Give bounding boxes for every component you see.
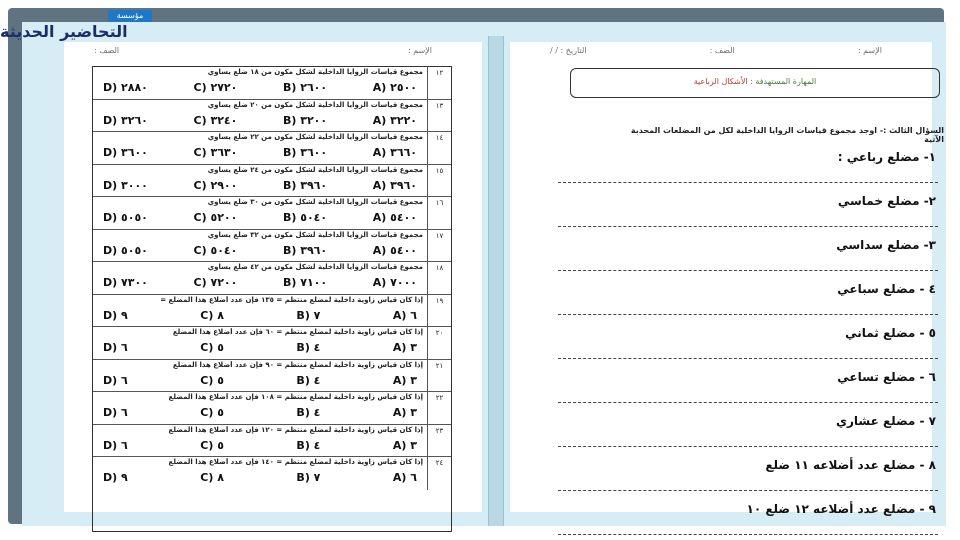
name-label: الإسم : — [407, 46, 432, 55]
answer-line[interactable] — [558, 182, 938, 183]
question-row — [93, 425, 451, 458]
question-options — [97, 307, 423, 322]
polygon-label: ٤ - مضلع سباعي — [837, 282, 936, 296]
option-c: ٥٢٠٠ (C — [193, 211, 238, 224]
option-a: ٣٩٦٠ (A — [372, 178, 417, 192]
option-c: ٣٦٣٠ (C — [193, 146, 238, 159]
option-d: ٥٠٥٠ (D — [103, 211, 148, 224]
polygon-item — [558, 370, 938, 403]
question-text: مجموع قياسات الزوايا الداخلية لشكل مكون من ٢٢ ضلع يساوي — [207, 133, 423, 141]
right-page — [510, 42, 944, 516]
question-body — [93, 262, 427, 294]
question-body — [93, 67, 427, 99]
question-three-prompt: السؤال الثالث :- اوجد مجموع قياسات الزوايا الداخلية لكل من المضلعات المحدبة الآتية — [630, 126, 944, 144]
question-options — [97, 339, 423, 354]
question-text: إذا كان قياس زاوية داخلية لمضلع منتظم = ١٠٨ فإن عدد أضلاع هذا المضلع — [168, 393, 423, 401]
option-a: ٣ (A — [392, 373, 417, 387]
polygon-item — [558, 194, 938, 227]
answer-line[interactable] — [558, 402, 938, 403]
option-c: ٥٠٤٠ (C — [193, 243, 238, 257]
brand-logo — [0, 8, 190, 42]
option-b: ٣٢٠٠ (B — [283, 113, 328, 127]
target-skill-box — [570, 68, 940, 98]
class-label: الصف : — [94, 46, 120, 55]
polygon-label: ٦ - مضلع تساعي — [837, 370, 936, 384]
option-b: ٢٦٠٠ (B — [283, 81, 328, 94]
option-c: ٣٢٤٠ (C — [193, 113, 238, 127]
option-d: ٧٣٠٠ (D — [103, 276, 148, 289]
polygon-item — [558, 150, 938, 183]
question-text: إذا كان قياس زاوية داخلية لمضلع منتظم = ١٣٥ فإن عدد أضلاع هذا المضلع = — [160, 295, 423, 304]
question-text: إذا كان قياس زاوية داخلية لمضلع منتظم = ٦٠ فإن عدد أضلاع هذا المضلع — [172, 328, 423, 336]
question-options — [97, 437, 423, 452]
question-options — [97, 209, 423, 224]
question-text: إذا كان قياس زاوية داخلية لمضلع منتظم = ٩٠ فإن عدد أضلاع هذا المضلع — [172, 360, 423, 369]
option-d: ٦ (D — [103, 373, 128, 387]
question-options — [97, 177, 423, 192]
class-label: الصف : — [709, 46, 735, 55]
question-body — [93, 457, 427, 490]
polygon-item — [558, 282, 938, 315]
question-text: مجموع قياسات الزوايا الداخلية لشكل مكون من ٢٤ ضلع يساوي — [207, 165, 423, 174]
question-number: ٢٠ — [427, 327, 451, 359]
question-body — [93, 230, 427, 262]
option-c: ٥ (C — [200, 373, 224, 387]
option-a: ٦ (A — [392, 308, 417, 322]
option-c: ٥ (C — [200, 406, 224, 419]
question-body — [93, 392, 427, 424]
name-label: الإسم : — [857, 46, 882, 55]
option-c: ٥ (C — [200, 341, 224, 354]
question-row — [93, 100, 451, 133]
option-b: ٤ (B — [296, 406, 321, 419]
option-d: ٦ (D — [103, 341, 128, 354]
polygon-label: ٩ - مضلع عدد أضلاعه ١٢ ضلع ١٠ — [746, 502, 936, 516]
question-number: ١٧ — [427, 230, 451, 262]
option-a: ٦ (A — [392, 471, 417, 484]
question-text: مجموع قياسات الزوايا الداخلية لشكل مكون من ٤٢ ضلع يساوي — [207, 263, 423, 271]
left-page — [64, 42, 482, 512]
question-options — [97, 79, 423, 94]
question-row — [93, 165, 451, 198]
question-number: ٢١ — [427, 360, 451, 392]
question-body — [93, 425, 427, 457]
option-b: ٤ (B — [296, 373, 321, 387]
question-number: ٢٢ — [427, 392, 451, 424]
questions-table — [92, 66, 452, 532]
polygon-label: ٧ - مضلع عشاري — [835, 414, 936, 428]
polygon-label: ٨ - مضلع عدد أضلاعه ١١ ضلع — [765, 458, 936, 472]
skill-label: المهارة المستهدفة : — [750, 77, 817, 86]
option-a: ٣ (A — [392, 341, 417, 354]
question-text: إذا كان قياس زاوية داخلية لمضلع منتظم = ١٢٠ فإن عدد أضلاع هذا المضلع — [168, 425, 423, 434]
worksheet-background — [22, 22, 946, 526]
question-number: ١٨ — [427, 262, 451, 294]
option-c: ٧٢٠٠ (C — [193, 276, 238, 289]
question-body — [93, 132, 427, 164]
answer-line[interactable] — [558, 226, 938, 227]
option-c: ٨ (C — [200, 471, 224, 484]
polygon-item — [558, 326, 938, 359]
question-options — [97, 404, 423, 419]
question-body — [93, 327, 427, 359]
question-text: إذا كان قياس زاوية داخلية لمضلع منتظم = ١٤٠ فإن عدد أضلاع هذا المضلع — [168, 458, 423, 466]
question-number: ٢٣ — [427, 425, 451, 457]
option-d: ٩ (D — [103, 308, 128, 322]
skill-value: الأشكال الرباعية — [693, 77, 748, 86]
option-c: ٨ (C — [200, 308, 224, 322]
option-a: ٣ (A — [392, 406, 417, 419]
option-b: ٣٩٦٠ (B — [283, 243, 328, 257]
polygon-item — [558, 502, 938, 535]
option-d: ٢٨٨٠ (D — [103, 81, 148, 94]
question-row — [93, 67, 451, 100]
option-b: ٤ (B — [296, 438, 321, 452]
question-row — [93, 262, 451, 295]
option-a: ٥٤٠٠ (A — [372, 211, 417, 224]
answer-line[interactable] — [558, 534, 938, 535]
question-options — [97, 242, 423, 257]
question-body — [93, 295, 427, 327]
question-body — [93, 197, 427, 229]
question-number: ١٥ — [427, 165, 451, 197]
polygon-item — [558, 458, 938, 491]
option-a: ٥٤٠٠ (A — [372, 243, 417, 257]
question-number: ١٣ — [427, 100, 451, 132]
question-row — [93, 327, 451, 360]
option-b: ٧١٠٠ (B — [283, 276, 328, 289]
polygon-label: ١- مضلع رباعي : — [837, 150, 936, 164]
option-b: ٧ (B — [296, 308, 321, 322]
question-row — [93, 197, 451, 230]
question-row — [93, 360, 451, 393]
question-text: مجموع قياسات الزوايا الداخلية لشكل مكون من ١٨ ضلع يساوي — [207, 68, 423, 76]
option-d: ٥٠٥٠ (D — [103, 243, 148, 257]
question-row — [93, 132, 451, 165]
right-page-header — [510, 42, 932, 55]
date-label: التاريخ : / / — [550, 46, 587, 55]
question-number: ١٦ — [427, 197, 451, 229]
question-body — [93, 165, 427, 197]
question-row — [93, 392, 451, 425]
option-d: ٦ (D — [103, 438, 128, 452]
question-row — [93, 295, 451, 328]
brand-small-text: مؤسسة — [108, 10, 152, 22]
question-options — [97, 372, 423, 387]
option-a: ٣٦٦٠ (A — [372, 146, 417, 159]
question-text: مجموع قياسات الزوايا الداخلية لشكل مكون من ٣٠ ضلع يساوي — [207, 198, 423, 206]
answer-line[interactable] — [558, 358, 938, 359]
option-d: ٦ (D — [103, 406, 128, 419]
brand-name-text: التحاضير الحديثة — [0, 22, 128, 41]
option-c: ٥ (C — [200, 438, 224, 452]
polygon-item — [558, 238, 938, 271]
polygon-label: ٣- مضلع سداسي — [836, 238, 936, 252]
polygon-label: ٥ - مضلع ثماني — [845, 326, 936, 340]
option-c: ٢٧٢٠ (C — [193, 81, 238, 94]
option-a: ٧٠٠٠ (A — [372, 276, 417, 289]
option-d: ٣٠٠٠ (D — [103, 178, 148, 192]
answer-line[interactable] — [558, 490, 938, 491]
question-text: مجموع قياسات الزوايا الداخلية لشكل مكون من ٣٢ ضلع يساوي — [207, 230, 423, 239]
question-body — [93, 100, 427, 132]
option-b: ٤ (B — [296, 341, 321, 354]
question-body — [93, 360, 427, 392]
question-options — [97, 144, 423, 159]
option-b: ٣٦٠٠ (B — [283, 146, 328, 159]
polygon-item — [558, 414, 938, 447]
answer-line[interactable] — [558, 446, 938, 447]
option-b: ٣٩٦٠ (B — [283, 178, 328, 192]
option-c: ٢٩٠٠ (C — [193, 178, 238, 192]
question-text: مجموع قياسات الزوايا الداخلية لشكل مكون من ٢٠ ضلع يساوي — [207, 100, 423, 109]
question-number: ٢٤ — [427, 457, 451, 490]
question-options — [97, 112, 423, 127]
question-options — [97, 274, 423, 289]
worksheet-frame — [8, 8, 944, 524]
option-a: ٣ (A — [392, 438, 417, 452]
polygon-label: ٢- مضلع خماسي — [837, 194, 936, 208]
question-number: ١٩ — [427, 295, 451, 327]
option-a: ٢٥٠٠ (A — [372, 81, 417, 94]
left-page-header — [64, 42, 482, 55]
question-number: ١٤ — [427, 132, 451, 164]
question-row — [93, 457, 451, 490]
answer-line[interactable] — [558, 314, 938, 315]
answer-line[interactable] — [558, 270, 938, 271]
option-d: ٣٦٠٠ (D — [103, 146, 148, 159]
option-d: ٣٢٦٠ (D — [103, 113, 148, 127]
book-spine — [488, 36, 504, 526]
option-b: ٥٠٤٠ (B — [283, 211, 328, 224]
option-d: ٩ (D — [103, 471, 128, 484]
option-a: ٣٢٢٠ (A — [372, 113, 417, 127]
question-options — [97, 469, 423, 484]
option-b: ٧ (B — [296, 471, 321, 484]
question-number: ١٢ — [427, 67, 451, 99]
question-row — [93, 230, 451, 263]
